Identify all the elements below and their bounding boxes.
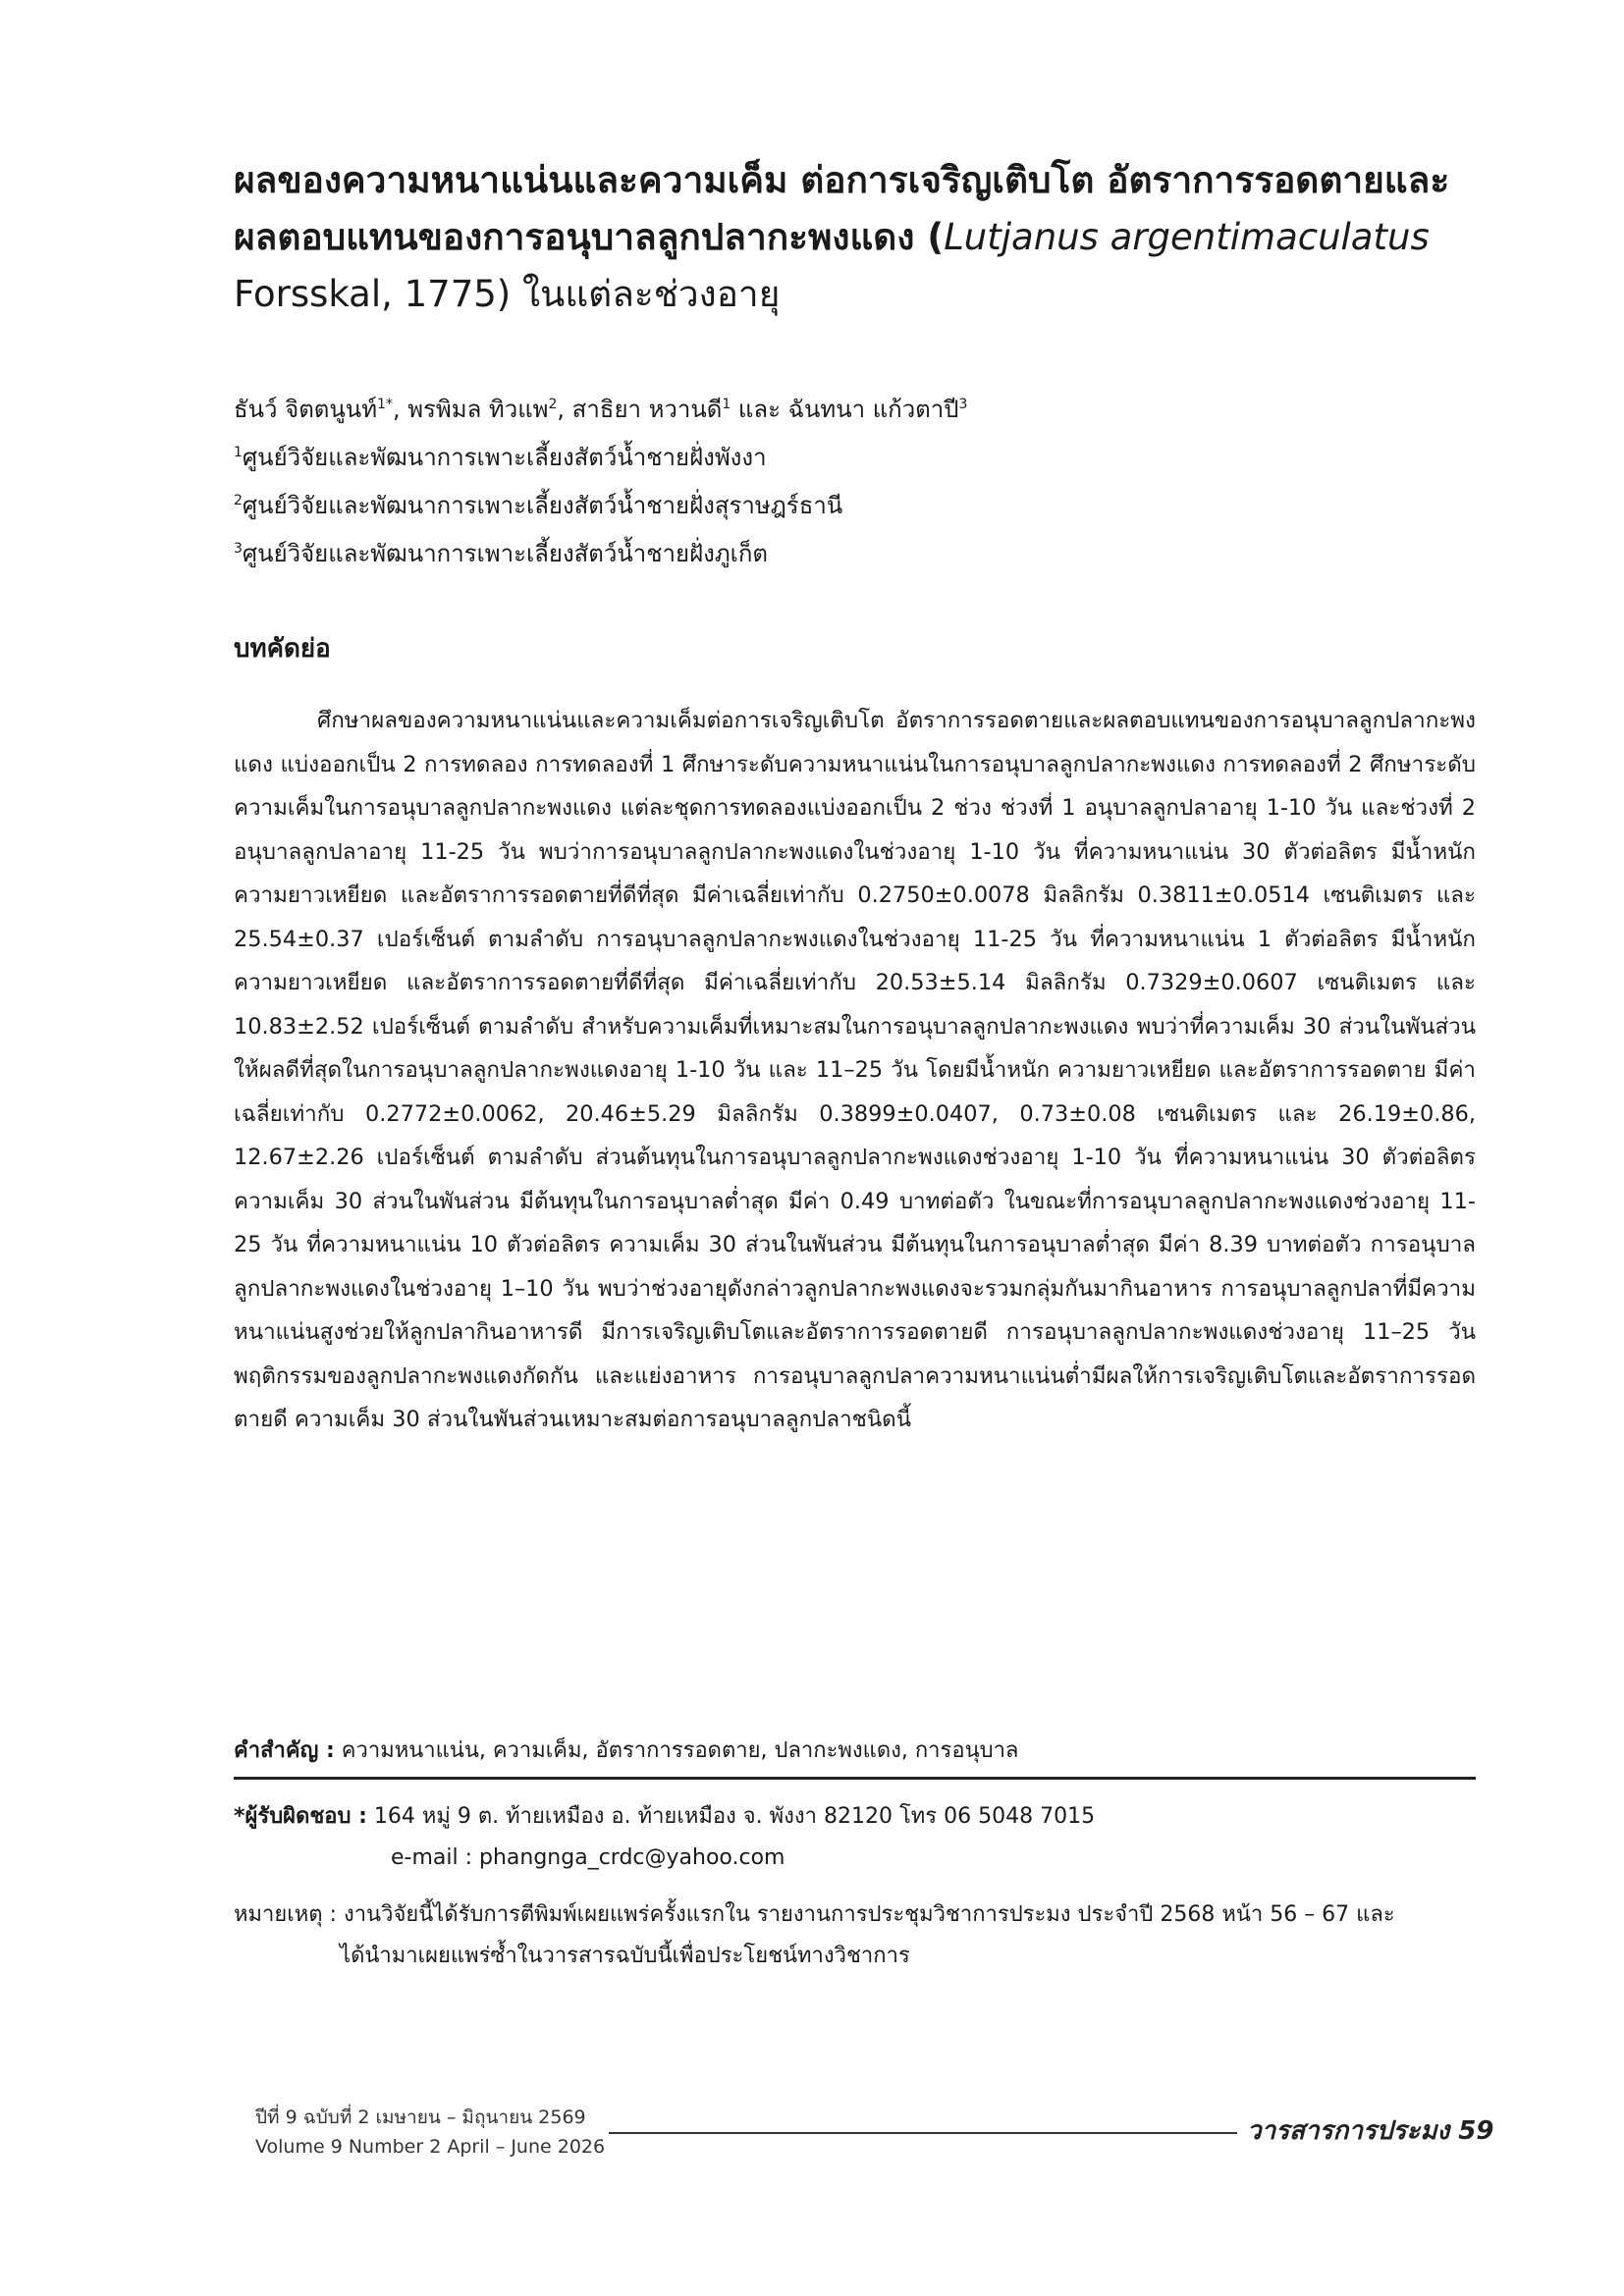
author-2: , พรพิมล ทิวแพ <box>392 396 549 423</box>
author-1: ธันว์ จิตตนูนท์ <box>234 396 378 423</box>
article-title <box>234 152 1476 323</box>
footer-rule <box>609 2132 1237 2134</box>
keywords-label: คำสำคัญ : <box>234 1738 335 1763</box>
affiliation-3-text: ศูนย์วิจัยและพัฒนาการเพาะเลี้ยงสัตว์น้ำชายฝั่งภูเก็ต <box>242 540 768 567</box>
author-3: , สาธิยา หวานดี <box>557 396 723 423</box>
title-line-2-thai: ผลตอบแทนของการอนุบาลลูกปลากะพงแดง ( <box>234 216 945 258</box>
affiliation-2 <box>234 479 1476 527</box>
title-line-1: ผลของความหนาแน่นและความเค็ม ต่อการเจริญเติบโต อัตราการรอดตายและ <box>234 159 1450 201</box>
affiliation-1-text: ศูนย์วิจัยและพัฒนาการเพาะเลี้ยงสัตว์น้ำชายฝั่งพังงา <box>242 444 767 471</box>
note-text-1: งานวิจัยนี้ได้รับการตีพิมพ์เผยแพร่ครั้งแรกใน รายงานการประชุมวิชาการประมง ประจำปี 2568 หน้า 56 – 67 และ <box>336 1902 1395 1927</box>
note-line-2: ได้นำมาเผยแพร่ซ้ำในวารสารฉบับนี้เพื่อประโยชน์ทางวิชาการ <box>340 1944 910 1968</box>
affiliation-2-sup: 2 <box>234 493 243 508</box>
publication-note <box>234 1895 1476 1977</box>
author-1-sup: 1* <box>377 397 393 412</box>
author-3-sup: 1 <box>722 397 731 412</box>
correspondence-label: *ผู้รับผิดชอบ : <box>234 1804 367 1829</box>
correspondence-address-line <box>234 1796 1476 1838</box>
footer-issue-thai: ปีที่ 9 ฉบับที่ 2 เมษายน – มิถุนายน 2569 <box>255 2107 586 2128</box>
abstract-heading: บทคัดย่อ <box>234 634 331 664</box>
affiliation-1 <box>234 431 1476 479</box>
abstract-body: ศึกษาผลของความหนาแน่นและความเค็มต่อการเจริญเติบโต อัตราการรอดตายและผลตอบแทนของการอนุบาลลูกปลากะพงแดง แบ่งออกเป็น 2 การทดลอง การทดลองที่ 1 ศึกษาระดับความหนาแน่นในการอนุบาลลูกปลากะพงแดง การทดลองที่ 2 ศึกษาระดับความเค็มในการอนุบาลลูกปลากะพงแดง แต่ละชุดการทดลองแบ่งออกเป็น 2 ช่วง ช่วงที่ 1 อนุบาลลูกปลาอายุ 1-10 วัน และช่วงที่ 2 อนุบาลลูกปลาอายุ 11-25 วัน พบว่าการอนุบาลลูกปลากะพงแดงในช่วงอายุ 1-10 วัน ที่ความหนาแน่น 30 ตัวต่อลิตร มีน้ำหนัก ความยาวเหยียด และอัตราการรอดตายที่ดีที่สุด มีค่าเฉลี่ยเท่ากับ 0.2750±0.0078 มิลลิกรัม 0.3811±0.0514 เซนติเมตร และ 25.54±0.37 เปอร์เซ็นต์ ตามลำดับ การอนุบาลลูกปลากะพงแดงในช่วงอายุ 11-25 วัน ที่ความหนาแน่น 1 ตัวต่อลิตร มีน้ำหนัก ความยาวเหยียด และอัตราการรอดตายที่ดีที่สุด มีค่าเฉลี่ยเท่ากับ 20.53±5.14 มิลลิกรัม 0.7329±0.0607 เซนติเมตร และ 10.83±2.52 เปอร์เซ็นต์ ตามลำดับ สำหรับความเค็มที่เหมาะสมในการอนุบาลลูกปลากะพงแดง พบว่าที่ความเค็ม 30 ส่วนในพันส่วน ให้ผลดีที่สุดในการอนุบาลลูกปลากะพงแดงอายุ 1-10 วัน และ 11–25 วัน โดยมีน้ำหนัก ความยาวเหยียด และอัตราการรอดตาย มีค่าเฉลี่ยเท่ากับ 0.2772±0.0062, 20.46±5.29 มิลลิกรัม 0.3899±0.0407, 0.73±0.08 เซนติเมตร และ 26.19±0.86, 12.67±2.26 เปอร์เซ็นต์ ตามลำดับ ส่วนต้นทุนในการอนุบาลลูกปลากะพงแดงช่วงอายุ 1-10 วัน ที่ความหนาแน่น 30 ตัวต่อลิตร ความเค็ม 30 ส่วนในพันส่วน มีต้นทุนในการอนุบาลต่ำสุด มีค่า 0.49 บาทต่อตัว ในขณะที่การอนุบาลลูกปลากะพงแดงช่วงอายุ 11-25 วัน ที่ความหนาแน่น 10 ตัวต่อลิตร ความเค็ม 30 ส่วนในพันส่วน มีต้นทุนในการอนุบาลต่ำสุด มีค่า 8.39 บาทต่อตัว การอนุบาลลูกปลากะพงแดงในช่วงอายุ 1–10 วัน พบว่าช่วงอายุดังกล่าวลูกปลากะพงแดงจะรวมกลุ่มกันมากินอาหาร การอนุบาลลูกปลาที่มีความหนาแน่นสูงช่วยให้ลูกปลากินอาหารดี มีการเจริญเติบโตและอัตราการรอดตายดี การอนุบาลลูกปลากะพงแดงช่วงอายุ 11–25 วัน พฤติกรรมของลูกปลากะพงแดงกัดกัน และแย่งอาหาร การอนุบาลลูกปลาความหนาแน่นต่ำมีผลให้การเจริญเติบโตและอัตราการรอดตายดี ความเค็ม 30 ส่วนในพันส่วนเหมาะสมต่อการอนุบาลลูกปลาชนิดนี้ <box>234 708 1476 1432</box>
correspondence-email: e-mail : phangnga_crdc@yahoo.com <box>391 1845 785 1870</box>
affiliation-3 <box>234 527 1476 575</box>
affiliation-2-text: ศูนย์วิจัยและพัฒนาการเพาะเลี้ยงสัตว์น้ำชายฝั่งสุราษฎร์ธานี <box>242 492 843 519</box>
affiliation-3-sup: 3 <box>234 541 243 557</box>
author-2-sup: 2 <box>548 397 558 412</box>
title-line-2 <box>234 209 1476 266</box>
affiliation-1-sup: 1 <box>234 445 243 460</box>
keywords <box>234 1733 1476 1767</box>
correspondence-address: 164 หมู่ 9 ต. ท้ายเหมือง อ. ท้ายเหมือง จ. พังงา 82120 โทร 06 5048 7015 <box>366 1804 1096 1829</box>
correspondence <box>234 1796 1476 1879</box>
keywords-text: ความหนาแน่น, ความเค็ม, อัตราการรอดตาย, ปลากะพงแดง, การอนุบาล <box>334 1738 1019 1763</box>
note-line-1 <box>234 1895 1476 1936</box>
author-list <box>234 383 1476 431</box>
author-block <box>234 383 1476 575</box>
note-label: หมายเหตุ : <box>234 1902 337 1927</box>
author-4-sup: 3 <box>958 397 968 412</box>
footer-journal-page: วารสารการประมง 59 <box>1247 2116 1494 2146</box>
title-line-3: Forsskal, 1775) ในแต่ละช่วงอายุ <box>234 273 781 315</box>
divider-rule <box>234 1777 1476 1780</box>
scientific-name: Lutjanus argentimaculatus <box>944 216 1430 258</box>
author-4: และ ฉันทนา แก้วตาปี <box>731 396 959 423</box>
footer-issue-english: Volume 9 Number 2 April – June 2026 <box>255 2136 606 2158</box>
footer-issue <box>255 2103 605 2162</box>
